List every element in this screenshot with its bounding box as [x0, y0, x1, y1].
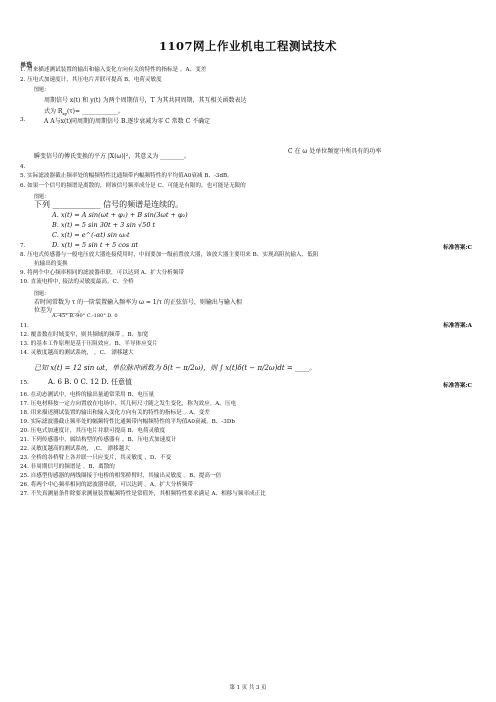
question-23: 23. 全桥的各桥臂上各并联一只应变片，其灵敏度 ，D、不变: [20, 455, 172, 461]
question-14: 14. 灵敏度越高的测试系统， ，C、 漂移越大: [20, 350, 134, 356]
question-11-number: 11.: [20, 323, 29, 329]
question-24: 24. 非周期信号的频谱是 。B、离散的: [20, 464, 115, 470]
figure-7-heading: 下列 ____________ 信号的频谱是连续的。: [34, 200, 184, 209]
figure-11-line2: 位差为 ________。: [34, 307, 84, 314]
question-5: 5. 实际滤波器截止频率处的幅频特性比通频带内幅频特性的平均值A0衰减 B、-3dB。: [20, 173, 233, 179]
question-19: 19. 实际滤波器截止频率处的幅频特性比通频带内幅频特性的平均值A0衰减。B、-3Db: [20, 419, 235, 425]
figure-4-right: C 在 ω 处单位频宽中所具有的功率: [288, 148, 382, 155]
question-26: 26. 将两个中心频率相同的滤波器串联，可以达到 。A、扩大分析频带: [20, 482, 194, 488]
figure-7-option-d: D. x(t) = 5 sin t + 5 cos πt: [52, 241, 139, 249]
question-2: 2. 压电式加速度计，其压电片并联可提高 B、电荷灵敏度: [20, 77, 162, 83]
figure-11-label: 图题：: [34, 291, 50, 297]
question-17: 17. 压电材料按一定方向置放在电场中，其几何尺寸随之发生变化，称为效应。A、压电: [20, 401, 237, 407]
figure-7-option-c: C. x(t) = e^(-αt) sin ω₀t: [52, 231, 130, 239]
question-8-continued: 抗输出的变换: [34, 261, 68, 267]
question-20: 20. 压电式加速度计，其压电片并联可提高 B、电荷灵敏度: [20, 428, 166, 434]
question-27: 27. 不失真测量条件除要求测量装置幅频特性是常值外，其相频特性要求满足 A、相移与频率成正比: [20, 491, 266, 497]
figure-3-expr-tail: (τ)= ____________。: [66, 108, 124, 115]
question-21: 21. 下列传感器中，属结构型的传感器有 。B、压电式加速度计: [20, 437, 177, 443]
question-15-answer: 标准答案:C: [443, 383, 472, 389]
figure-3-line1: 周期信号 x(t) 和 y(t) 为两个周期信号，T 为其共同周期，其互相关函数表达: [44, 97, 247, 104]
question-11-answer: 标准答案:A: [443, 323, 472, 329]
section-heading: 单选: [20, 62, 33, 69]
document-title: 1107网上作业机电工程测试技术: [158, 39, 337, 53]
figure-3-line2: [44, 106, 124, 116]
figure-11-line1: 若时间常数为 τ 的一阶装置输入频率为 ω = 1/τ 的正弦信号，则输出与输入相: [34, 299, 242, 306]
question-18: 18. 用来描述测试装置的输出和输入变化方向有关的特性的指标是 。A、变差: [20, 410, 210, 416]
question-15-number: 15.: [20, 380, 29, 386]
figure-4-left: 瞬变信号的傅氏变换的平方 |X(ω)|²，其意义为 ________。: [34, 153, 191, 160]
question-12: 12. 覆盖数在时域变窄，则其频域的频带 。B、加宽: [20, 332, 149, 338]
figure-15-equation: 已知 x(t) = 12 sin ωt，单位脉冲函数为 δ(t − π/2ω)，则 ∫ x(t)δ(t − π/2ω)dt = ____。: [34, 364, 316, 372]
question-7-number: 7.: [20, 243, 26, 249]
question-6: 6. 如果一个信号的频谱是离散的，则该信号频率成分是 C、可能是有限的，也可能是无限的: [20, 183, 246, 189]
question-25: 25. 自感型传感器的两线圈接于电桥的相邻桥臂时，其输出灵敏度 。B、提高一倍: [20, 473, 222, 479]
question-22: 22. 灵敏度越高的测试系统， ,C、 漂移越大: [20, 446, 130, 452]
question-1: 1. 用来描述测试装置的输出和输入变化方向有关的特性的指标是 。A、变差: [20, 67, 207, 73]
figure-7-option-b: B. x(t) = 5 sin 30t + 3 sin √50 t: [52, 221, 156, 229]
figure-11-options: A.-45° B.-90° C.-180° D. 0: [52, 313, 118, 319]
question-16: 16. 在动态测试中，电桥的输出量通常采用 B、电压量: [20, 392, 155, 398]
figure-3-expr: 式为 R: [44, 108, 63, 115]
question-13: 13. 的基本工作原理是基于压阻效应。B、半导体应变片: [20, 341, 158, 347]
page-footer: 第 1 页 共 3 页: [229, 685, 267, 691]
question-9: 9. 将两个中心频率相同的滤波器串联，可以达到 A、扩大分析频带: [20, 270, 184, 276]
question-7-answer: 标准答案:C: [443, 245, 472, 251]
figure-3-options: A A与x(t)同周期的周期信号 B.逐步衰减为零 C 常数 C 不确定: [44, 118, 211, 125]
figure-3-subscript: xy: [62, 111, 67, 117]
question-8: 8. 压电式传感器与一般电压放大器连接使用时，中间要加一级前置放大器，该放大器主要用来 B、实现高阻抗输入、低阻: [20, 252, 319, 258]
figure-15-options: A. 6 B. 0 C. 12 D. 任意值: [48, 378, 132, 386]
question-10: 10. 直流电桥中, 接法的灵敏度最高。C、全桥: [20, 279, 134, 285]
figure-3-label: 图题：: [34, 87, 50, 93]
figure-7-label: 图题：: [34, 194, 50, 200]
figure-7-option-a: A. x(t) = A sin(ωt + φ₁) + B sin(3ωt + φ₂): [52, 211, 188, 219]
question-3-number: 3.: [20, 117, 26, 123]
question-4-number: 4.: [20, 164, 26, 170]
